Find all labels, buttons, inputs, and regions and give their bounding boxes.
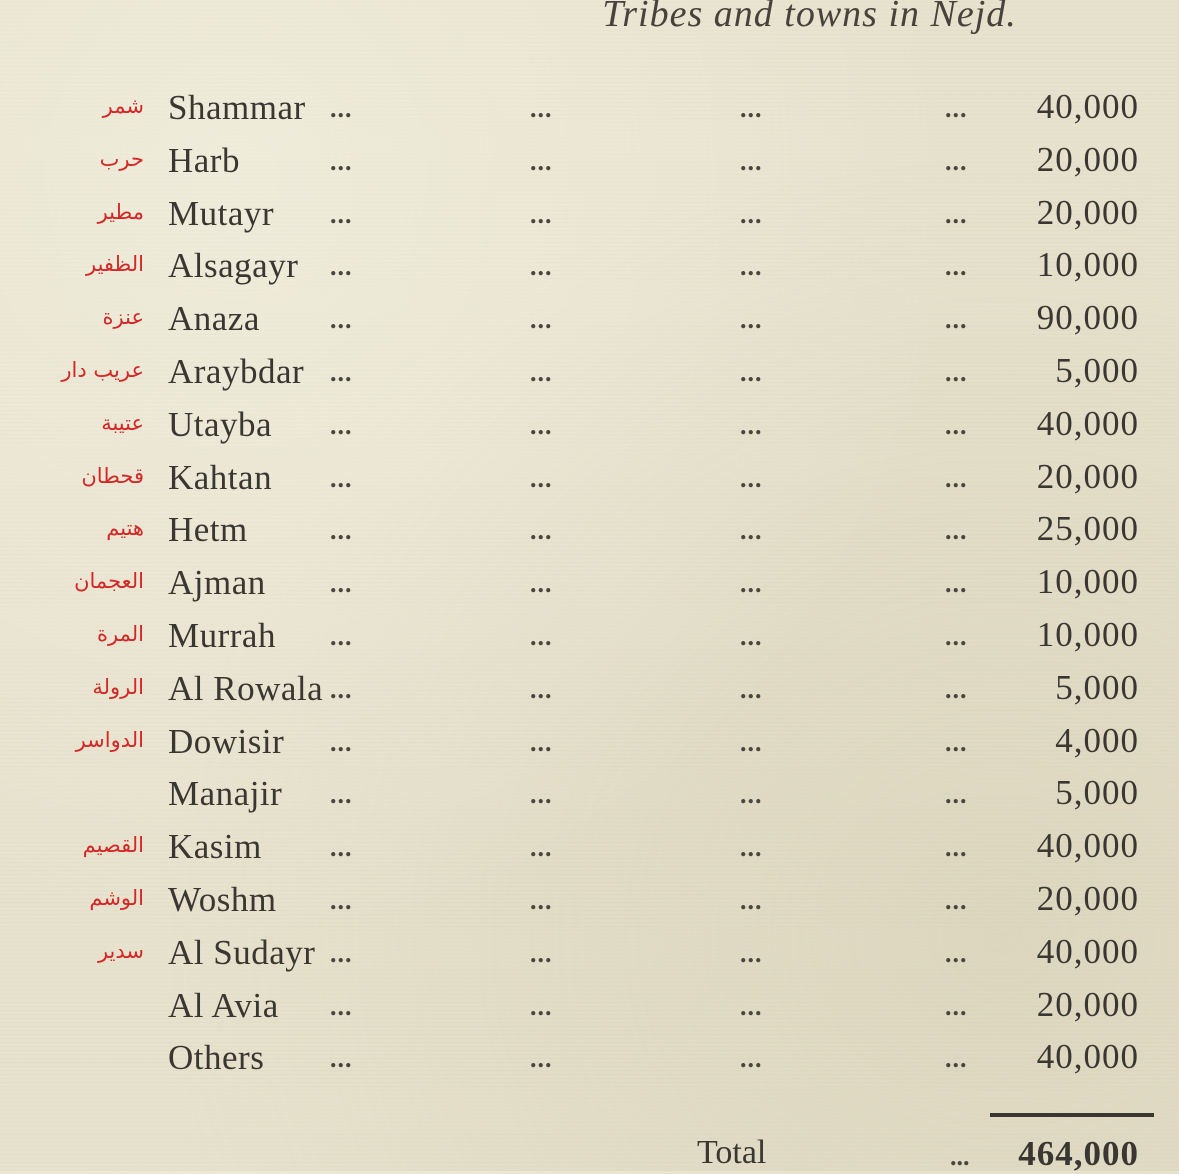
population-value: 40,000 — [1036, 826, 1139, 866]
total-leader-dots: ... — [950, 1142, 970, 1171]
table-row — [0, 348, 1179, 401]
population-value: 10,000 — [1036, 562, 1139, 602]
leader-dots: ... — [530, 1044, 553, 1074]
population-value: 20,000 — [1036, 456, 1139, 496]
leader-dots: ... — [330, 516, 353, 546]
leader-dots: ... — [945, 410, 968, 440]
leader-dots: ... — [330, 199, 353, 229]
population-value: 5,000 — [1055, 667, 1139, 707]
arabic-annotation: المرة — [97, 621, 144, 646]
arabic-annotation: العجمان — [74, 569, 144, 594]
tribe-name: Harb — [168, 140, 240, 180]
arabic-annotation: قحطان — [81, 463, 144, 488]
table-row — [0, 295, 1179, 348]
leader-dots: ... — [740, 146, 763, 176]
tribe-name: Hetm — [168, 510, 248, 550]
leader-dots: ... — [945, 727, 968, 757]
leader-dots: ... — [945, 991, 968, 1021]
leader-dots: ... — [740, 833, 763, 863]
leader-dots: ... — [330, 305, 353, 335]
leader-dots: ... — [330, 463, 353, 493]
leader-dots: ... — [945, 674, 968, 704]
leader-dots: ... — [330, 938, 353, 968]
leader-dots: ... — [530, 727, 553, 757]
leader-dots: ... — [740, 94, 763, 123]
leader-dots: ... — [330, 833, 353, 863]
leader-dots: ... — [530, 569, 553, 599]
population-value: 90,000 — [1036, 298, 1139, 338]
table-row — [0, 770, 1179, 823]
arabic-annotation: الدواسر — [75, 727, 144, 752]
tribe-name: Anaza — [168, 299, 260, 339]
leader-dots: ... — [740, 780, 763, 810]
leader-dots: ... — [530, 621, 553, 651]
arabic-annotation: عنزة — [102, 305, 144, 330]
table-row — [0, 559, 1179, 612]
leader-dots: ... — [740, 410, 763, 440]
tribe-name: Manajir — [168, 774, 283, 814]
leader-dots: ... — [530, 833, 553, 863]
tribe-name: Al Sudayr — [168, 932, 316, 972]
tribe-name: Kahtan — [168, 457, 273, 497]
population-value: 40,000 — [1036, 87, 1139, 126]
population-value: 20,000 — [1036, 139, 1139, 179]
tribe-name: Utayba — [168, 404, 273, 444]
leader-dots: ... — [330, 621, 353, 651]
arabic-annotation: عتيبة — [101, 410, 144, 435]
leader-dots: ... — [740, 463, 763, 493]
leader-dots: ... — [330, 885, 353, 915]
arabic-annotation: شمر — [102, 94, 144, 118]
arabic-annotation: القصيم — [82, 833, 144, 858]
population-value: 40,000 — [1036, 403, 1139, 443]
population-value: 10,000 — [1036, 614, 1139, 654]
population-value: 5,000 — [1055, 350, 1139, 390]
arabic-annotation: الوشم — [89, 885, 144, 910]
total-value: 464,000 — [1018, 1134, 1139, 1173]
leader-dots: ... — [530, 305, 553, 335]
leader-dots: ... — [530, 938, 553, 968]
tribe-name: Al Avia — [168, 985, 279, 1025]
table-row — [0, 612, 1179, 665]
leader-dots: ... — [330, 780, 353, 810]
leader-dots: ... — [945, 780, 968, 810]
tribe-name: Shammar — [168, 88, 306, 127]
table-row — [0, 454, 1179, 507]
table-row — [0, 506, 1179, 559]
table-row — [0, 1034, 1179, 1087]
leader-dots: ... — [945, 516, 968, 546]
tribe-name: Mutayr — [168, 193, 275, 233]
leader-dots: ... — [945, 569, 968, 599]
population-value: 40,000 — [1036, 1037, 1139, 1077]
leader-dots: ... — [740, 357, 763, 387]
leader-dots: ... — [740, 727, 763, 757]
leader-dots: ... — [945, 463, 968, 493]
table-row — [0, 137, 1179, 190]
table-row — [0, 242, 1179, 295]
arabic-annotation: الرولة — [92, 674, 144, 699]
leader-dots: ... — [945, 938, 968, 968]
leader-dots: ... — [945, 305, 968, 335]
arabic-annotation: مطير — [97, 199, 144, 224]
leader-dots: ... — [945, 833, 968, 863]
arabic-annotation: هتيم — [106, 516, 144, 541]
leader-dots: ... — [740, 516, 763, 546]
leader-dots: ... — [740, 885, 763, 915]
leader-dots: ... — [945, 1044, 968, 1074]
leader-dots: ... — [330, 94, 353, 123]
total-rule — [990, 1113, 1154, 1117]
tribe-name: Araybdar — [168, 351, 305, 391]
leader-dots: ... — [945, 621, 968, 651]
leader-dots: ... — [740, 305, 763, 335]
leader-dots: ... — [330, 1044, 353, 1074]
leader-dots: ... — [530, 199, 553, 229]
page-title: Tribes and towns in Nejd. — [602, 0, 1017, 35]
leader-dots: ... — [945, 252, 968, 282]
tribe-name: Ajman — [168, 563, 266, 603]
arabic-annotation: حرب — [99, 146, 144, 171]
table-row — [0, 401, 1179, 454]
table-row — [0, 982, 1179, 1035]
leader-dots: ... — [530, 516, 553, 546]
population-value: 20,000 — [1036, 878, 1139, 918]
population-value: 5,000 — [1055, 773, 1139, 813]
leader-dots: ... — [945, 94, 968, 123]
arabic-annotation: سدير — [97, 938, 144, 963]
leader-dots: ... — [530, 463, 553, 493]
leader-dots: ... — [330, 410, 353, 440]
leader-dots: ... — [330, 357, 353, 387]
leader-dots: ... — [740, 938, 763, 968]
population-value: 40,000 — [1036, 931, 1139, 971]
leader-dots: ... — [530, 252, 553, 282]
leader-dots: ... — [330, 569, 353, 599]
leader-dots: ... — [530, 357, 553, 387]
table-row — [0, 665, 1179, 718]
table-row — [0, 718, 1179, 771]
tribe-name: Alsagayr — [168, 246, 299, 286]
leader-dots: ... — [330, 991, 353, 1021]
tribes-table — [0, 84, 1179, 1087]
leader-dots: ... — [530, 674, 553, 704]
leader-dots: ... — [740, 1044, 763, 1074]
leader-dots: ... — [530, 991, 553, 1021]
tribe-name: Dowisir — [168, 721, 285, 761]
population-value: 20,000 — [1036, 984, 1139, 1024]
table-row — [0, 84, 1179, 137]
population-value: 25,000 — [1036, 509, 1139, 549]
leader-dots: ... — [740, 674, 763, 704]
leader-dots: ... — [330, 252, 353, 282]
population-value: 20,000 — [1036, 192, 1139, 232]
tribe-name: Murrah — [168, 615, 276, 655]
tribe-name: Kasim — [168, 827, 262, 867]
tribe-name: Al Rowala — [168, 668, 324, 708]
leader-dots: ... — [530, 94, 553, 123]
leader-dots: ... — [945, 146, 968, 176]
leader-dots: ... — [740, 252, 763, 282]
arabic-annotation: الظفير — [85, 252, 144, 277]
leader-dots: ... — [330, 146, 353, 176]
leader-dots: ... — [740, 569, 763, 599]
leader-dots: ... — [740, 199, 763, 229]
population-value: 4,000 — [1055, 720, 1139, 760]
leader-dots: ... — [330, 727, 353, 757]
leader-dots: ... — [530, 780, 553, 810]
table-row — [0, 823, 1179, 876]
leader-dots: ... — [530, 410, 553, 440]
population-value: 10,000 — [1036, 245, 1139, 285]
table-row — [0, 929, 1179, 982]
leader-dots: ... — [945, 357, 968, 387]
tribe-name: Others — [168, 1038, 265, 1078]
leader-dots: ... — [740, 991, 763, 1021]
table-row — [0, 876, 1179, 929]
arabic-annotation: عريب دار — [61, 357, 144, 382]
total-label: Total — [697, 1134, 767, 1171]
leader-dots: ... — [945, 885, 968, 915]
leader-dots: ... — [530, 146, 553, 176]
leader-dots: ... — [330, 674, 353, 704]
leader-dots: ... — [530, 885, 553, 915]
leader-dots: ... — [945, 199, 968, 229]
tribe-name: Woshm — [168, 879, 277, 919]
leader-dots: ... — [740, 621, 763, 651]
table-row — [0, 190, 1179, 243]
